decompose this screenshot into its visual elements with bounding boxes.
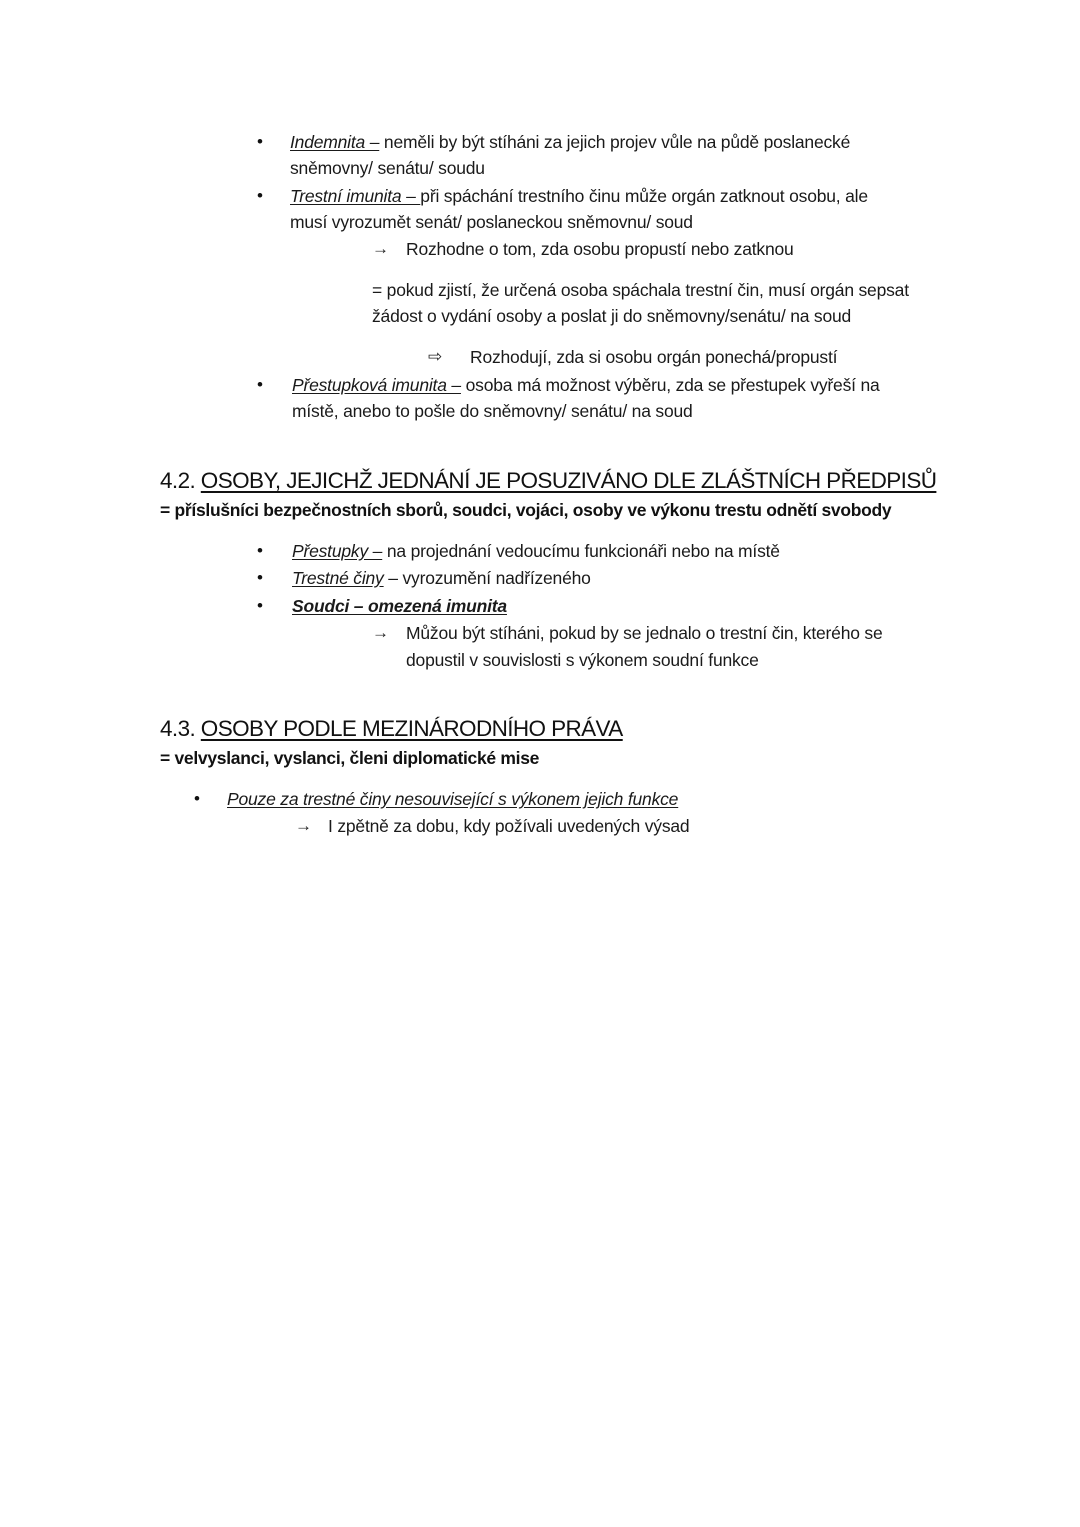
arrow-text-cont: dopustil v souvislosti s výkonem soudní funkce [406, 650, 759, 670]
section-title: OSOBY, JEJICHŽ JEDNÁNÍ JE POSUZIVÁNO DLE ZLÁŠTNÍCH PŘEDPISŮ [200, 468, 937, 493]
term-pouze: Pouze za trestné činy nesouvisející s výkonem jejich funkce [227, 789, 679, 809]
arrow-right-icon: → [295, 816, 312, 835]
list-item-trestni-imunita [290, 183, 868, 209]
section-heading-4-3 [160, 714, 623, 744]
arrow-text: I zpětně za dobu, kdy požívali uvedených výsad [328, 816, 690, 836]
item-text: na projednání vedoucímu funkcionáři nebo na místě [382, 541, 780, 561]
bullet-icon: • [194, 789, 200, 808]
section-number: 4.3. [160, 716, 196, 741]
bullet-icon: • [257, 375, 263, 394]
section-subtitle: = příslušníci bezpečnostních sborů, soudci, vojáci, osoby ve výkonu trestu odnětí svobody [160, 500, 892, 520]
term-prestupkova-imunita: Přestupková imunita – [292, 375, 461, 395]
arrow-right-icon: → [372, 623, 389, 642]
list-item-indemnita-cont: sněmovny/ senátu/ soudu [290, 158, 485, 178]
item-text: při spáchání trestního činu může orgán zatknout osobu, ale [420, 186, 868, 206]
term-soudci: Soudci – omezená imunita [292, 596, 507, 616]
list-item-prestupkova-imunita-cont: místě, anebo to pošle do sněmovny/ senátu/ na soud [292, 401, 693, 421]
note-line: žádost o vydání osoby a poslat ji do sněmovny/senátu/ na soud [372, 306, 852, 326]
bullet-icon: • [257, 186, 263, 205]
list-item-trestni-imunita-cont: musí vyrozumět senát/ poslaneckou sněmovnu/ soud [290, 212, 693, 232]
list-item-pouze [227, 786, 678, 812]
outline-arrow-text: Rozhodují, zda si osobu orgán ponechá/propustí [470, 347, 838, 367]
section-number: 4.2. [160, 468, 196, 493]
list-item-prestupky [292, 538, 780, 564]
section-heading-4-2 [160, 466, 936, 496]
term-prestupky: Přestupky – [292, 541, 383, 561]
bullet-icon: • [257, 132, 263, 151]
item-text: osoba má možnost výběru, zda se přestupek vyřeší na [460, 375, 880, 395]
arrow-text: Rozhodne o tom, zda osobu propustí nebo zatknou [406, 239, 794, 259]
list-item-soudci [292, 593, 507, 619]
arrow-right-icon: → [372, 239, 389, 258]
outline-arrow-right-icon: ⇨ [428, 347, 443, 366]
list-item-indemnita [290, 129, 850, 155]
item-text: – vyrozumění nadřízeného [383, 568, 591, 588]
arrow-text: Můžou být stíháni, pokud by se jednalo o trestní čin, kterého se [406, 623, 883, 643]
list-item-trestne-ciny [292, 565, 591, 591]
section-title: OSOBY PODLE MEZINÁRODNÍHO PRÁVA [200, 716, 623, 741]
list-item-prestupkova-imunita [292, 372, 880, 398]
note-line: = pokud zjistí, že určená osoba spáchala trestní čin, musí orgán sepsat [372, 280, 909, 300]
item-text: neměli by být stíháni za jejich projev vůle na půdě poslanecké [379, 132, 851, 152]
bullet-icon: • [257, 541, 263, 560]
section-subtitle: = velvyslanci, vyslanci, členi diplomatické mise [160, 748, 540, 768]
bullet-icon: • [257, 596, 263, 615]
term-trestni-imunita: Trestní imunita – [290, 186, 421, 206]
term-trestne-ciny: Trestné činy [292, 568, 384, 588]
term-indemnita: Indemnita – [290, 132, 380, 152]
bullet-icon: • [257, 568, 263, 587]
